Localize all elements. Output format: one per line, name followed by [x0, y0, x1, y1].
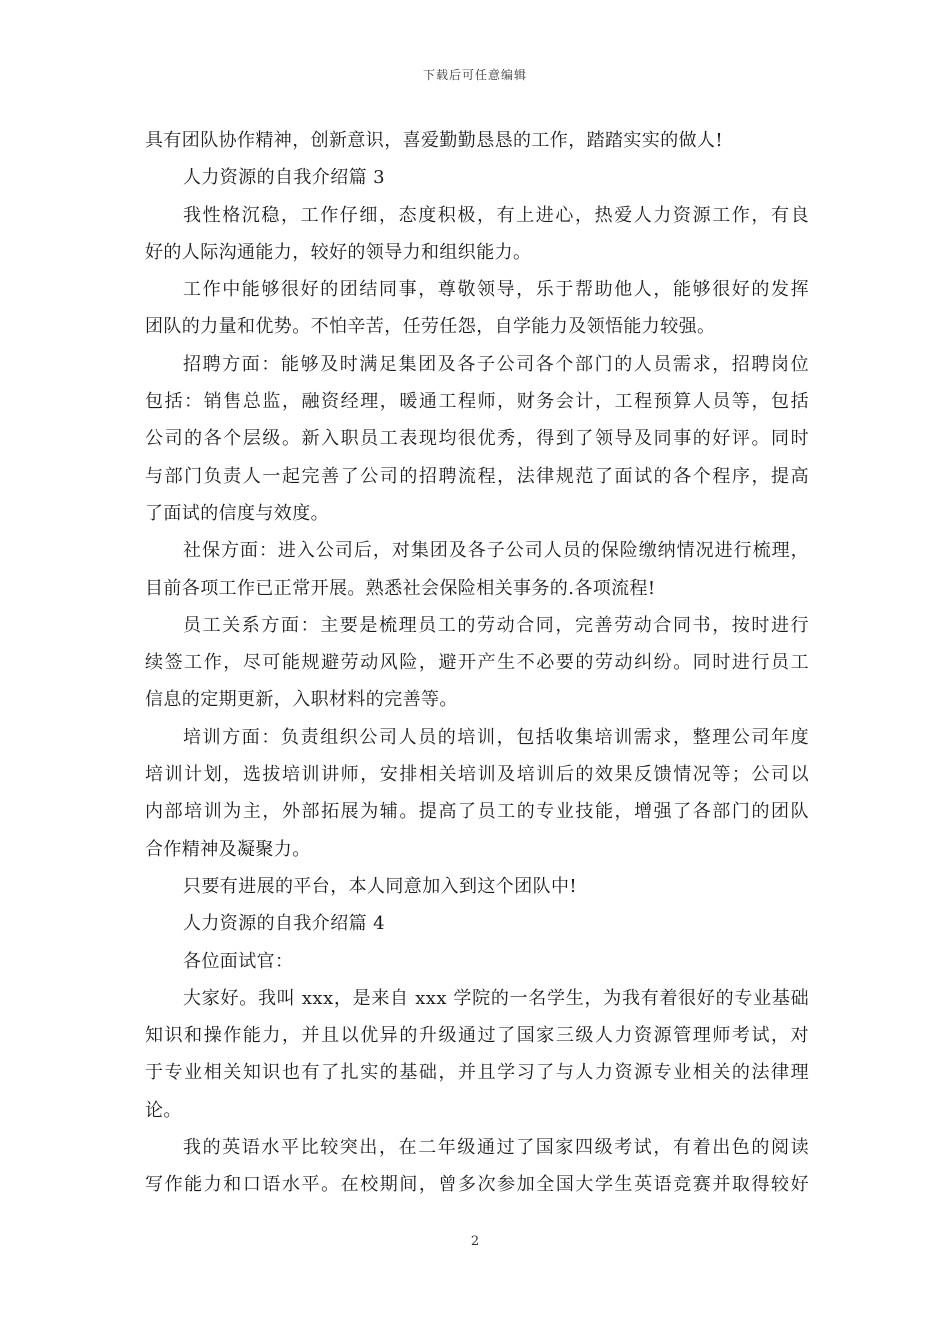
text-line: 员工关系方面：主要是梳理员工的劳动合同，完善劳动合同书，按时进行 [183, 614, 809, 636]
text-line: 具有团队协作精神，创新意识，喜爱勤勤恳恳的工作，踏踏实实的做人! [145, 130, 724, 151]
text-line: 与部门负责人一起完善了公司的招聘流程，法律规范了面试的各个程序，提高 [145, 465, 809, 487]
text-line: 目前各项工作已正常开展。熟悉社会保险相关事务的.各项流程! [145, 577, 656, 599]
page-header: 下载后可任意编辑 [422, 68, 527, 82]
text-line: 知识和操作能力，并且以优异的升级通过了国家三级人力资源管理师考试，对 [145, 1025, 809, 1047]
text-line: 包括：销售总监，融资经理，暖通工程师，财务会计，工程预算人员等，包括 [145, 391, 809, 413]
text-line: 内部培训为主，外部拓展为辅。提高了员工的专业技能，增强了各部门的团队 [145, 801, 809, 823]
text-line: 信息的定期更新，入职材料的完善等。 [145, 689, 458, 711]
text-line: 只要有进展的平台，本人同意加入到这个团队中! [183, 875, 578, 897]
text-line: 招聘方面：能够及时满足集团及各子公司各个部门的人员需求，招聘岗位 [183, 353, 809, 375]
text-line: 人力资源的自我介绍篇 3 [183, 167, 385, 189]
text-line: 于专业相关知识也有了扎实的基础，并且学习了与人力资源专业相关的法律理 [145, 1062, 809, 1084]
text-line: 培训计划，选拔培训讲师，安排相关培训及培训后的效果反馈情况等；公司以 [145, 764, 809, 786]
page-number: 2 [470, 1234, 480, 1249]
text-line: 社保方面：进入公司后，对集团及各子公司人员的保险缴纳情况进行梳理， [183, 540, 809, 562]
text-line: 培训方面：负责组织公司人员的培训，包括收集培训需求，整理公司年度 [183, 726, 809, 748]
text-line: 续签工作，尽可能规避劳动风险，避开产生不必要的劳动纠纷。同时进行员工 [145, 652, 809, 674]
text-line: 了面试的信度与效度。 [145, 502, 329, 524]
text-line: 我性格沉稳，工作仔细，态度积极，有上进心，热爱人力资源工作，有良 [183, 204, 809, 226]
text-line: 工作中能够很好的团结同事，尊敬领导，乐于帮助他人，能够很好的发挥 [183, 279, 809, 301]
text-line: 写作能力和口语水平。在校期间，曾多次参加全国大学生英语竞赛并取得较好 [145, 1174, 809, 1196]
text-line: 大家好。我叫 xxx，是来自 xxx 学院的一名学生，为我有着很好的专业基础 [183, 987, 809, 1009]
text-line: 各位面试官： [183, 950, 294, 972]
text-line: 论。 [145, 1099, 182, 1121]
text-line: 人力资源的自我介绍篇 4 [183, 913, 385, 935]
text-line: 好的人际沟通能力，较好的领导力和组织能力。 [145, 241, 532, 263]
text-line: 团队的力量和优势。不怕辛苦，任劳任怨，自学能力及领悟能力较强。 [145, 316, 716, 338]
text-line: 公司的各个层级。新入职员工表现均很优秀，得到了领导及同事的好评。同时 [145, 428, 809, 450]
text-line: 合作精神及凝聚力。 [145, 838, 311, 860]
document-body [145, 122, 809, 1204]
text-line: 我的英语水平比较突出，在二年级通过了国家四级考试，有着出色的阅读 [183, 1137, 809, 1159]
